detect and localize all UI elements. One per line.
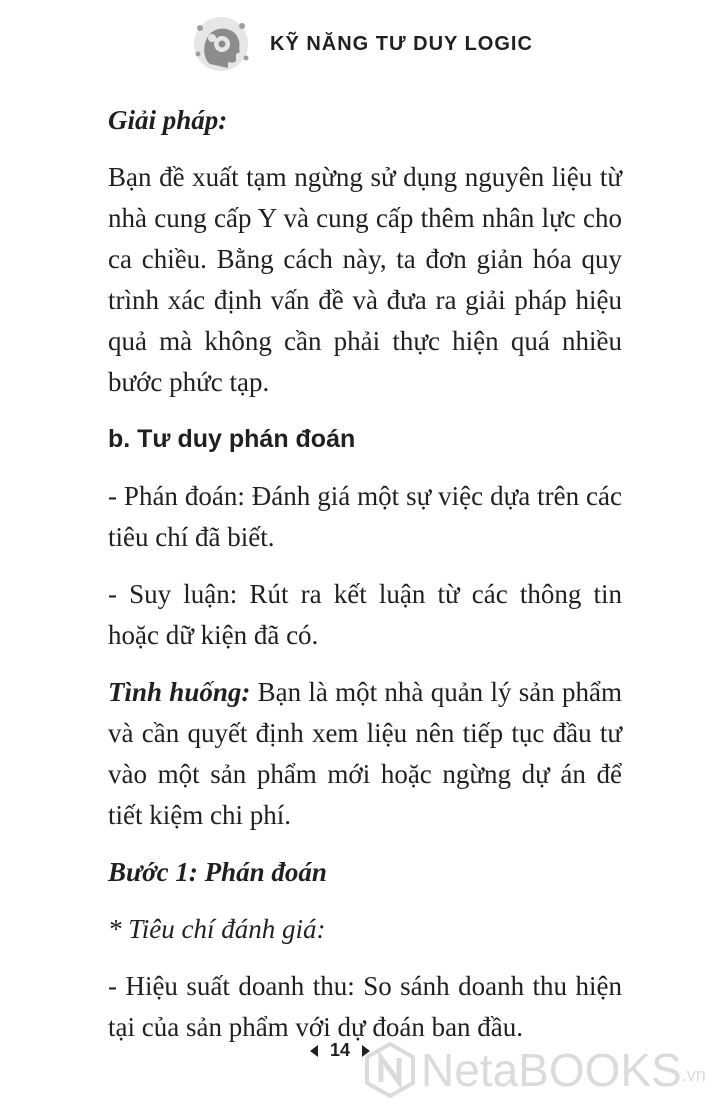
situation-text: Bạn là một nhà quản lý sản phẩm và cần quyết định xem liệu nên tiếp tục đầu tư vào một sản phẩm mới hoặc ngừng dự án để tiết kiệm chi phí. (108, 677, 622, 830)
page-footer (310, 1040, 370, 1061)
situation-paragraph (108, 672, 622, 836)
page-content (108, 100, 622, 1048)
watermark-brand: NetaBOOKS (421, 1044, 682, 1096)
watermark-suffix: .vn (681, 1065, 706, 1085)
judgement-definition: - Phán đoán: Đánh giá một sự việc dựa trên các tiêu chí đã biết. (108, 481, 622, 552)
inference-definition: - Suy luận: Rút ra kết luận từ các thông tin hoặc dữ kiện đã có. (108, 579, 622, 650)
watermark (365, 1042, 706, 1098)
page-header (190, 14, 533, 74)
step1-heading: Bước 1: Phán đoán (108, 857, 327, 887)
solution-paragraph: Bạn đề xuất tạm ngừng sử dụng nguyên liệu từ nhà cung cấp Y và cung cấp thêm nhân lực cho ca chiều. Bằng cách này, ta đơn giản hóa quy trình xác định vấn đề và đưa ra giải pháp hiệu quả mà không cần phải thực hiện quá nhiều bước phức tạp. (108, 162, 622, 397)
book-title: KỸ NĂNG TƯ DUY LOGIC (270, 32, 533, 55)
criteria-label: * Tiêu chí đánh giá: (108, 914, 326, 944)
solution-heading: Giải pháp: (108, 105, 228, 135)
netabooks-logo-icon (365, 1042, 415, 1098)
situation-label: Tình huống: (108, 677, 251, 707)
page-number: 14 (330, 1040, 351, 1060)
head-gears-icon (190, 14, 252, 74)
section-b-heading: b. Tư duy phán đoán (108, 425, 356, 453)
revenue-criteria: - Hiệu suất doanh thu: So sánh doanh thu hiện tại của sản phẩm với dự đoán ban đầu. (108, 971, 622, 1042)
prev-page-icon (310, 1045, 318, 1057)
